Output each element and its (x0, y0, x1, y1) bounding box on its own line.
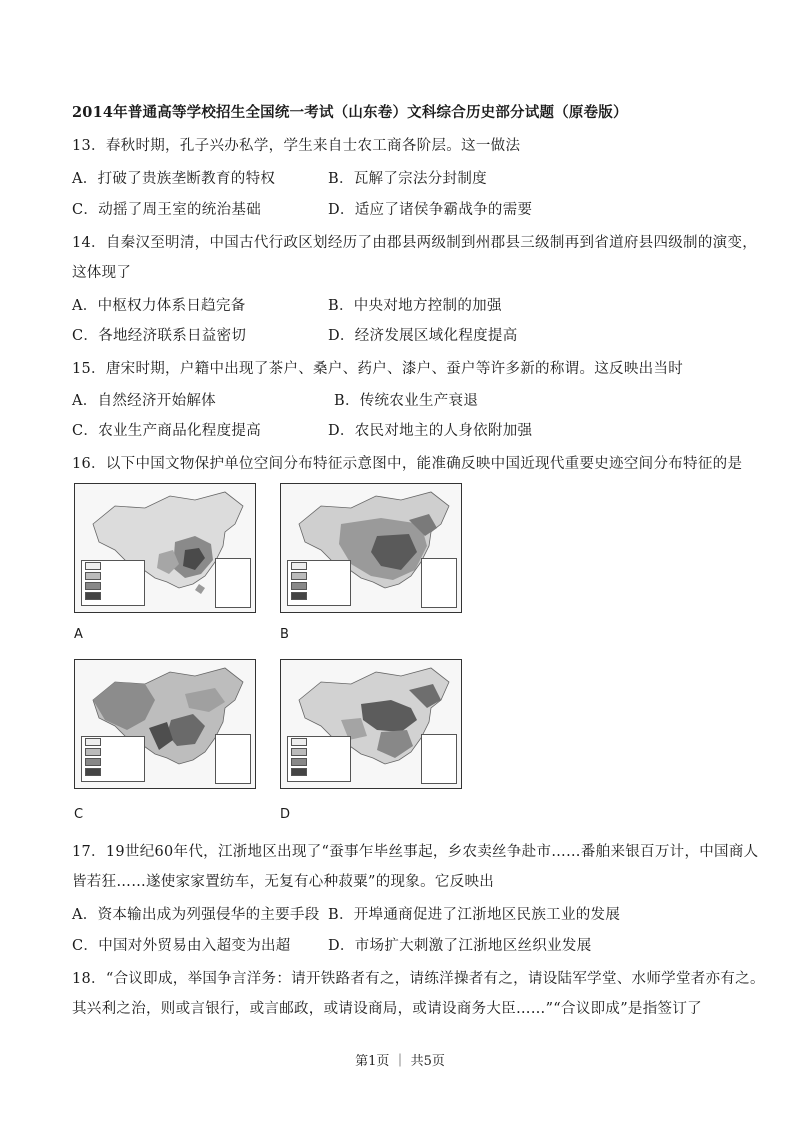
q17-stem-line2: 皆若狂……遂使家家置纺车，无复有心种菽粟”的现象。它反映出 (72, 874, 495, 890)
q13-option-d: D．适应了诸侯争霸战争的需要 (328, 202, 533, 218)
q15-option-a: A．自然经济开始解体 (72, 393, 216, 409)
q13-option-c: C．动摇了周王室的统治基础 (72, 202, 261, 218)
map-label-c: C (74, 807, 84, 822)
q15-option-d: D．农民对地主的人身依附加强 (328, 423, 533, 439)
q14-stem-line1: 14．自秦汉至明清，中国古代行政区划经历了由郡县两级制到州郡县三级制再到省道府县四级制的演变， (72, 235, 758, 251)
map-b-inset (421, 558, 457, 608)
map-option-d (280, 659, 462, 789)
q14-option-d: D．经济发展区域化程度提高 (328, 328, 518, 344)
map-c-inset (215, 734, 251, 784)
q15-option-b: B．传统农业生产衰退 (334, 393, 479, 409)
map-a-legend (81, 560, 145, 606)
q13-option-a: A．打破了贵族垄断教育的特权 (72, 171, 276, 187)
q13-stem: 13．春秋时期，孔子兴办私学，学生来自士农工商各阶层。这一做法 (72, 138, 521, 154)
map-a-inset (215, 558, 251, 608)
q14-option-c: C．各地经济联系日益密切 (72, 328, 247, 344)
q14-option-b: B．中央对地方控制的加强 (328, 298, 502, 314)
map-label-a: A (74, 627, 83, 642)
q17-option-a: A．资本输出成为列强侵华的主要手段 (72, 907, 320, 923)
page-title: 2014年普通高等学校招生全国统一考试（山东卷）文科综合历史部分试题（原卷版） (72, 104, 628, 121)
q17-option-c: C．中国对外贸易由入超变为出超 (72, 938, 291, 954)
map-option-a (74, 483, 256, 613)
page-footer: 第1页 ｜ 共5页 (355, 1054, 445, 1069)
q15-option-c: C．农业生产商品化程度提高 (72, 423, 261, 439)
map-d-legend (287, 736, 351, 782)
q15-stem: 15．唐宋时期，户籍中出现了茶户、桑户、药户、漆户、蚕户等许多新的称谓。这反映出当时 (72, 361, 684, 377)
map-d-inset (421, 734, 457, 784)
q14-option-a: A．中枢权力体系日趋完备 (72, 298, 246, 314)
map-b-legend (287, 560, 351, 606)
q13-option-b: B．瓦解了宗法分封制度 (328, 171, 487, 187)
q18-stem-line1: 18．“合议即成，举国争言洋务：请开铁路者有之，请练洋操者有之，请设陆军学堂、水师学堂者亦有之。 (72, 971, 765, 987)
q14-stem-line2: 这体现了 (72, 265, 132, 281)
map-option-b (280, 483, 462, 613)
q17-option-b: B．开埠通商促进了江浙地区民族工业的发展 (328, 907, 621, 923)
q17-stem-line1: 17．19世纪60年代，江浙地区出现了“蚕事乍毕丝事起，乡农卖丝争赴市……番舶来银百万计，中国商人 (72, 844, 759, 860)
map-label-d: D (280, 807, 291, 822)
q17-option-d: D．市场扩大刺激了江浙地区丝织业发展 (328, 938, 592, 954)
map-c-legend (81, 736, 145, 782)
q16-stem: 16．以下中国文物保护单位空间分布特征示意图中，能准确反映中国近现代重要史迹空间分布特征的是 (72, 456, 743, 472)
map-option-c (74, 659, 256, 789)
q18-stem-line2: 其兴利之治，则或言银行，或言邮政，或请设商局，或请设商务大臣……”“合议即成”是指签订了 (72, 1001, 702, 1017)
map-label-b: B (280, 627, 289, 642)
